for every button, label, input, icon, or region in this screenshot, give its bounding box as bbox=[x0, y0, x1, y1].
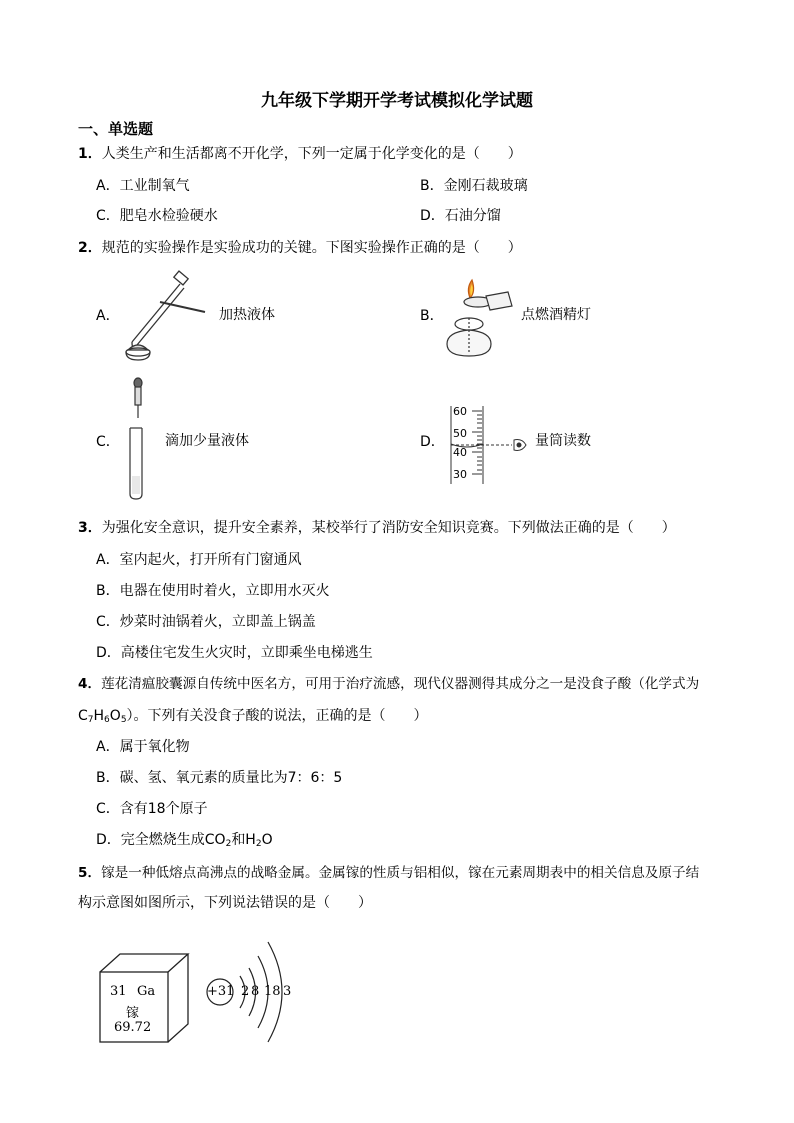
question-3-text: 为强化安全意识，提升安全素养，某校举行了消防安全知识竞赛。下列做法正确的是（ ） bbox=[101, 520, 676, 536]
q4-option-d bbox=[96, 830, 273, 854]
shell-3-electrons: 18 bbox=[264, 984, 281, 999]
q2-option-a-letter: A． bbox=[96, 308, 120, 324]
q4-option-d-sub2: 2 bbox=[255, 839, 262, 849]
q2-option-d-letter: D． bbox=[420, 434, 445, 450]
shell-2-electrons: 8 bbox=[251, 984, 260, 999]
q2-caption-c: 滴加少量液体 bbox=[165, 433, 249, 449]
q4-option-c: C．含有18个原子 bbox=[96, 801, 208, 817]
q2-caption-b: 点燃酒精灯 bbox=[521, 307, 591, 323]
cylinder-tick-60: 60 bbox=[453, 405, 467, 418]
shell-4-electrons: 3 bbox=[283, 984, 292, 999]
question-4-number: 4． bbox=[78, 676, 102, 692]
q2-caption-a: 加热液体 bbox=[219, 307, 275, 323]
formula-o: O bbox=[109, 708, 121, 724]
q3-option-b: B．电器在使用时着火，立即用水灭火 bbox=[96, 583, 330, 599]
nucleus-charge: +31 bbox=[207, 984, 235, 999]
q1-option-a: A．工业制氧气 bbox=[96, 178, 190, 194]
question-2-number: 2． bbox=[78, 240, 102, 256]
question-2-text: 规范的实验操作是实验成功的关键。下图实验操作正确的是（ ） bbox=[101, 240, 522, 256]
question-1-stem bbox=[78, 144, 522, 164]
element-name: 镓 bbox=[126, 1006, 140, 1021]
question-5-text-1: 镓是一种低熔点高沸点的战略金属。金属镓的性质与铝相似，镓在元素周期表中的相关信息及原子结 bbox=[101, 865, 700, 881]
page-title: 九年级下学期开学考试模拟化学试题 bbox=[261, 91, 533, 111]
cylinder-tick-40: 40 bbox=[453, 446, 467, 459]
dropper-figure bbox=[122, 376, 158, 502]
formula-c-sub: 7 bbox=[87, 715, 94, 725]
q4-option-d-mid: 和H bbox=[231, 832, 256, 848]
question-3-stem bbox=[78, 518, 676, 538]
q1-option-c: C．肥皂水检验硬水 bbox=[96, 208, 218, 224]
question-1-text: 人类生产和生活都离不开化学，下列一定属于化学变化的是（ ） bbox=[101, 146, 522, 162]
q3-option-c: C．炒菜时油锅着火，立即盖上锅盖 bbox=[96, 614, 316, 630]
cylinder-tick-50: 50 bbox=[453, 427, 467, 440]
cylinder-tick-30: 30 bbox=[453, 468, 467, 481]
q2-option-c-letter: C． bbox=[96, 434, 120, 450]
element-atomic-mass: 69.72 bbox=[114, 1020, 152, 1035]
question-5-stem-line1 bbox=[78, 863, 699, 883]
q1-option-b: B．金刚石裁玻璃 bbox=[420, 178, 528, 194]
element-atomic-number: 31 bbox=[110, 984, 127, 999]
shell-1-electrons: 2 bbox=[241, 984, 250, 999]
q3-option-d: D．高楼住宅发生火灾时，立即乘坐电梯逃生 bbox=[96, 645, 373, 661]
q1-option-d: D．石油分馏 bbox=[420, 208, 501, 224]
q2-option-b-letter: B． bbox=[420, 308, 444, 324]
section-heading: 一、单选题 bbox=[78, 120, 154, 138]
alcohol-lamp-figure bbox=[442, 272, 518, 362]
formula-h: H bbox=[93, 708, 105, 724]
q4-option-d-sub1: 2 bbox=[225, 839, 232, 849]
question-5-number: 5． bbox=[78, 865, 102, 881]
question-5-stem-line2: 构示意图如图所示，下列说法错误的是（ ） bbox=[78, 895, 372, 911]
q4-option-d-prefix: D．完全燃烧生成CO bbox=[96, 832, 226, 848]
formula-h-sub: 6 bbox=[104, 715, 110, 725]
question-4-text-1: 莲花清瘟胶囊源自传统中医名方，可用于治疗流感，现代仪器测得其成分之一是没食子酸（化学式为 bbox=[101, 676, 700, 692]
q2-caption-d: 量筒读数 bbox=[535, 433, 591, 449]
q4-option-a: A．属于氧化物 bbox=[96, 739, 190, 755]
q3-option-a: A．室内起火，打开所有门窗通风 bbox=[96, 552, 302, 568]
question-2-stem bbox=[78, 238, 522, 258]
q4-option-d-suffix: O bbox=[261, 832, 273, 848]
q4-option-b: B．碳、氢、氧元素的质量比为7：6：5 bbox=[96, 770, 343, 786]
question-4-text-2: ）。下列有关没食子酸的说法，正确的是（ ） bbox=[126, 708, 428, 724]
element-symbol: Ga bbox=[137, 984, 156, 999]
question-4-stem-line2 bbox=[78, 706, 428, 730]
question-4-stem-line1 bbox=[78, 674, 699, 694]
heating-liquid-figure bbox=[120, 272, 212, 362]
formula-c: C bbox=[78, 708, 88, 724]
question-3-number: 3． bbox=[78, 520, 102, 536]
formula-o-sub: 5 bbox=[120, 715, 127, 725]
question-1-number: 1． bbox=[78, 146, 102, 162]
